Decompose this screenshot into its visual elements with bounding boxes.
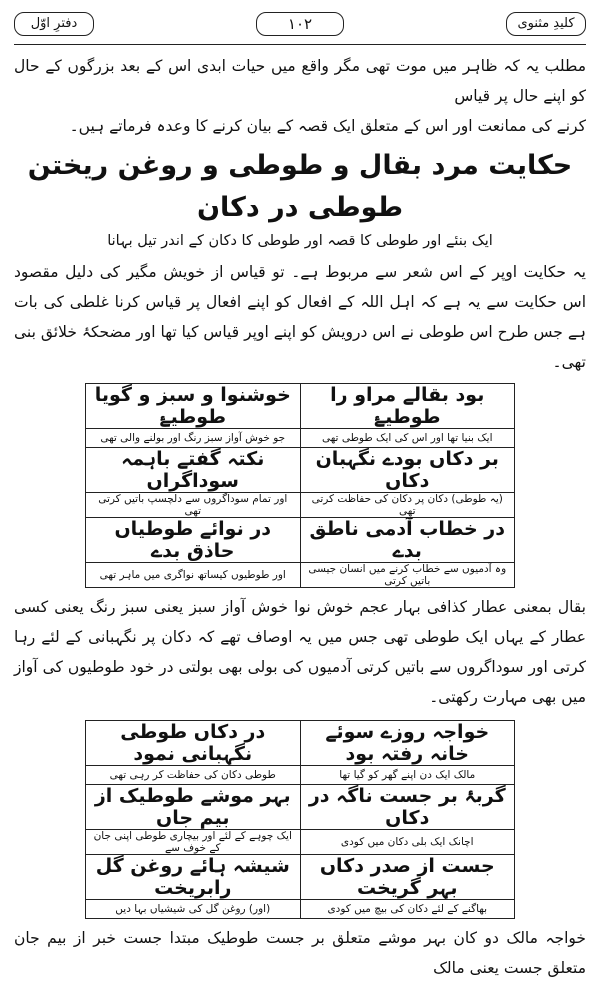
translation-row [86, 429, 515, 448]
intro-line-2: کرنے کی ممانعت اور اس کے متعلق ایک قصہ کے بیان کرنے کا وعدہ فرماتے ہیں۔ [69, 117, 586, 135]
verse-left-translation: ایک چوہے کے لئے اور بیچاری طوطی اپنی جان کے خوف سے [86, 830, 301, 855]
verse-left-translation: (اور) روغن گل کی شیشیاں بہا دیں [86, 900, 301, 919]
verse-left-hemistich: در دکاں طوطی نگہبانی نمود [86, 721, 301, 766]
verse-row [86, 855, 515, 900]
verse-left-translation: طوطی دکان کی حفاظت کر رہی تھی [86, 766, 301, 785]
translation-row [86, 563, 515, 588]
page-header [14, 10, 586, 45]
intro-line-1: مطلب یہ کہ ظاہر میں موت تھی مگر واقع میں حیات ابدی اس کے بعد بزرگوں کے حال کو اپنے حال پر قیاس [14, 57, 586, 105]
verse-left-hemistich: شیشہ ہائے روغن گل رابریخت [86, 855, 301, 900]
verse-right-translation: بھاگنے کے لئے دکان کی بیچ میں کودی [300, 900, 515, 919]
verse-row [86, 384, 515, 429]
verse-row [86, 518, 515, 563]
verse-left-translation: جو خوش آواز سبز رنگ اور بولنے والی تھی [86, 429, 301, 448]
verse-table-2 [85, 720, 515, 919]
story-subtitle: ایک بنئے اور طوطی کا قصہ اور طوطی کا دکان کے اندر تیل بہانا [107, 233, 493, 249]
verse-row [86, 448, 515, 493]
page-number: ۱۰۲ [256, 12, 344, 36]
verse-left-translation: اور تمام سوداگروں سے دلچسپ باتیں کرتی تھی [86, 493, 301, 518]
explanation-paragraph-1: یہ حکایت اوپر کے اس شعر سے مربوط ہے۔ تو قیاس از خویش مگیر کی دلیل مقصود اس حکایت سے یہ ہے کہ اہل اللہ کے افعال کو اپنے افعال پر قیاس کرنا غلطی کی بات ہے جس طرح اس طوطی نے اس درویش کو اپنے اوپر قیاس کیا تھا اور مضحکۂ خلائق بنی تھی۔ [14, 263, 586, 371]
verse-right-hemistich: بود بقالے مراو را طوطیۓ [300, 384, 515, 429]
verse-right-hemistich: بر دکاں بودے نگہبان دکاں [300, 448, 515, 493]
explanation-paragraph-2: بقال بمعنی عطار کذافی بہار عجم خوش نوا خوش آواز سبز یعنی سبز رنگ یعنی کسی عطار کے یہاں ایک طوطی تھی جس میں یہ اوصاف تھے کہ دکان پر نگہبانی کے لئے رہا کرتی اور سوداگروں سے باتیں کرتی آدمیوں کی بولی بھی بولتی در خود طوطیوں کی آواز میں بھی مہارت رکھتی۔ [14, 598, 586, 706]
verse-left-hemistich: نکتہ گفتے باہمہ سوداگراں [86, 448, 301, 493]
translation-row [86, 766, 515, 785]
verse-right-translation: مالک ایک دن اپنے گھر کو گیا تھا [300, 766, 515, 785]
volume-label-box: دفترِ اوّل [14, 12, 94, 36]
story-title: حکایت مرد بقال و طوطی و روغن ریختن طوطی در دکان [27, 150, 573, 223]
verse-right-hemistich: در خطاب آدمی ناطق بدے [300, 518, 515, 563]
verse-right-hemistich: گربۂ بر جست ناگہ در دکاں [300, 785, 515, 830]
verse-right-translation: وہ آدمیوں سے خطاب کرنے میں انسان جیسی باتیں کرتی [300, 563, 515, 588]
verse-right-translation: (یہ طوطی) دکان پر دکان کی حفاظت کرتی تھی [300, 493, 515, 518]
verse-left-hemistich: خوشنوا و سبز و گویا طوطیۓ [86, 384, 301, 429]
footer-line: خواجہ مالک دو کان بہر موشے متعلق بر جست طوطیک مبتدا جست خبر از بیم جان متعلق جست یعنی مالک [14, 929, 586, 977]
verse-right-hemistich: خواجہ روزے سوئے خانہ رفتہ بود [300, 721, 515, 766]
verse-right-translation: ایک بنیا تھا اور اس کی ایک طوطی تھی [300, 429, 515, 448]
translation-row [86, 830, 515, 855]
verse-row [86, 721, 515, 766]
verse-right-translation: اچانک ایک بلی دکان میں کودی [300, 830, 515, 855]
book-page [14, 10, 586, 977]
verse-left-translation: اور طوطیوں کیساتھ نواگری میں ماہر تھی [86, 563, 301, 588]
verse-table-1 [85, 383, 515, 588]
translation-row [86, 493, 515, 518]
verse-left-hemistich: بہر موشے طوطیک از بیم جاں [86, 785, 301, 830]
verse-left-hemistich: در نوائے طوطیاں حاذق بدے [86, 518, 301, 563]
book-title-box: کلیدِ مثنوی [506, 12, 586, 36]
verse-right-hemistich: جست از صدر دکاں بہر گریخت [300, 855, 515, 900]
translation-row [86, 900, 515, 919]
verse-row [86, 785, 515, 830]
